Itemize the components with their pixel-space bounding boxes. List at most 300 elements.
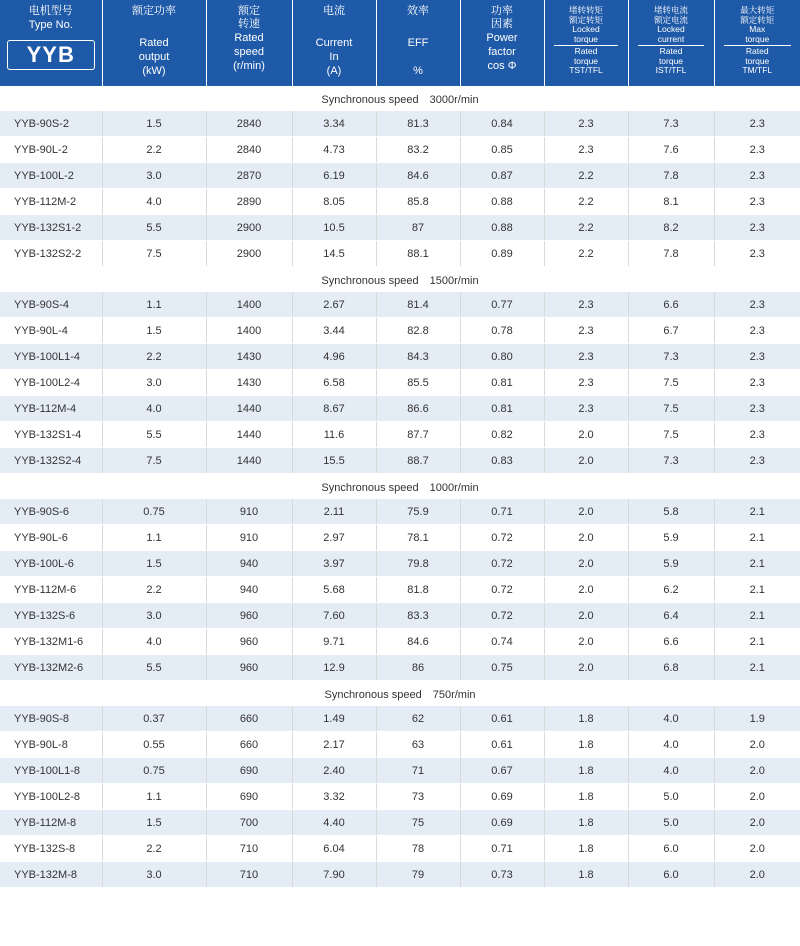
model-cell: YYB-132M-8 <box>0 862 102 888</box>
value-cell: 0.72 <box>460 525 544 551</box>
value-cell: 7.5 <box>102 241 206 267</box>
value-cell: 2.1 <box>714 577 800 603</box>
header-lt-en3: Rated <box>574 46 598 56</box>
value-cell: 6.19 <box>292 163 376 189</box>
group-header-row <box>0 267 800 293</box>
synchronous-speed-label: Synchronous speed 750r/min <box>0 681 800 707</box>
value-cell: 1.9 <box>714 706 800 732</box>
value-cell: 71 <box>376 758 460 784</box>
model-cell: YYB-132M2-6 <box>0 655 102 681</box>
value-cell: 2.1 <box>714 499 800 525</box>
value-cell: 0.55 <box>102 732 206 758</box>
value-cell: 2.3 <box>714 370 800 396</box>
header-mt-en4: torque <box>745 55 770 66</box>
header-current-en2: In <box>329 51 339 63</box>
value-cell: 6.04 <box>292 836 376 862</box>
header-pf-en2: factor <box>488 46 516 58</box>
header-lc-zh2: 额定电流 <box>653 15 688 25</box>
value-cell: 2.1 <box>714 655 800 681</box>
table-row <box>0 448 800 474</box>
value-cell: 87.7 <box>376 422 460 448</box>
value-cell: 2.3 <box>544 370 628 396</box>
value-cell: 7.90 <box>292 862 376 888</box>
value-cell: 0.80 <box>460 344 544 370</box>
value-cell: 2.2 <box>544 241 628 267</box>
model-cell: YYB-132S1-4 <box>0 422 102 448</box>
value-cell: 79 <box>376 862 460 888</box>
value-cell: 0.71 <box>460 836 544 862</box>
value-cell: 7.60 <box>292 603 376 629</box>
value-cell: 690 <box>206 784 292 810</box>
value-cell: 7.5 <box>628 396 714 422</box>
value-cell: 8.2 <box>628 215 714 241</box>
header-power-en2: output <box>138 51 170 63</box>
table-row <box>0 758 800 784</box>
value-cell: 85.8 <box>376 189 460 215</box>
value-cell: 2.3 <box>714 448 800 474</box>
value-cell: 660 <box>206 706 292 732</box>
value-cell: 2.3 <box>544 137 628 163</box>
value-cell: 0.83 <box>460 448 544 474</box>
value-cell: 2.3 <box>544 292 628 318</box>
value-cell: 2.0 <box>714 862 800 888</box>
table-row <box>0 732 800 758</box>
value-cell: 1.1 <box>102 525 206 551</box>
table-header <box>0 0 800 86</box>
model-cell: YYB-132M1-6 <box>0 629 102 655</box>
value-cell: 75.9 <box>376 499 460 525</box>
value-cell: 2.97 <box>292 525 376 551</box>
value-cell: 2.3 <box>714 318 800 344</box>
table-row <box>0 551 800 577</box>
value-cell: 0.61 <box>460 706 544 732</box>
header-power-en3: (kW) <box>142 65 166 77</box>
header-speed-en3: (r/min) <box>233 60 265 72</box>
value-cell: 4.0 <box>628 706 714 732</box>
header-mt-en1: Max <box>749 24 766 34</box>
model-cell: YYB-132S2-4 <box>0 448 102 474</box>
value-cell: 1.8 <box>544 836 628 862</box>
value-cell: 81.3 <box>376 111 460 137</box>
group-header-row <box>0 474 800 500</box>
model-cell: YYB-100L2-4 <box>0 370 102 396</box>
value-cell: 960 <box>206 655 292 681</box>
value-cell: 5.8 <box>628 499 714 525</box>
value-cell: 2840 <box>206 137 292 163</box>
value-cell: 2.1 <box>714 525 800 551</box>
value-cell: 81.4 <box>376 292 460 318</box>
value-cell: 7.8 <box>628 241 714 267</box>
header-speed-zh2: 转速 <box>238 18 260 30</box>
value-cell: 1.1 <box>102 784 206 810</box>
value-cell: 0.61 <box>460 732 544 758</box>
value-cell: 1430 <box>206 344 292 370</box>
value-cell: 1400 <box>206 318 292 344</box>
value-cell: 12.9 <box>292 655 376 681</box>
group-header-row <box>0 86 800 111</box>
header-locked-torque <box>544 0 628 86</box>
value-cell: 2.3 <box>714 292 800 318</box>
header-lc-en4: torque <box>658 55 684 66</box>
value-cell: 940 <box>206 577 292 603</box>
header-current-en3: (A) <box>326 65 342 77</box>
header-locked-current <box>628 0 714 86</box>
value-cell: 2.3 <box>714 137 800 163</box>
value-cell: 8.67 <box>292 396 376 422</box>
model-badge: YYB <box>7 40 95 70</box>
value-cell: 690 <box>206 758 292 784</box>
value-cell: 1.8 <box>544 758 628 784</box>
value-cell: 73 <box>376 784 460 810</box>
model-cell: YYB-90S-4 <box>0 292 102 318</box>
header-pf-en3: cos Φ <box>487 60 517 72</box>
value-cell: 5.0 <box>628 784 714 810</box>
value-cell: 11.6 <box>292 422 376 448</box>
table-row <box>0 137 800 163</box>
model-cell: YYB-100L1-4 <box>0 344 102 370</box>
value-cell: 2.0 <box>544 448 628 474</box>
value-cell: 1.8 <box>544 810 628 836</box>
value-cell: 7.3 <box>628 344 714 370</box>
value-cell: 2.3 <box>714 422 800 448</box>
synchronous-speed-label: Synchronous speed 1500r/min <box>0 267 800 293</box>
value-cell: 6.0 <box>628 862 714 888</box>
value-cell: 2.3 <box>544 344 628 370</box>
value-cell: 3.97 <box>292 551 376 577</box>
model-cell: YYB-132S2-2 <box>0 241 102 267</box>
value-cell: 2890 <box>206 189 292 215</box>
value-cell: 2.2 <box>102 344 206 370</box>
value-cell: 2.3 <box>714 215 800 241</box>
header-lt-zh2: 额定转矩 <box>568 15 603 25</box>
value-cell: 62 <box>376 706 460 732</box>
value-cell: 2.1 <box>714 629 800 655</box>
header-max-torque <box>714 0 800 86</box>
value-cell: 2.11 <box>292 499 376 525</box>
value-cell: 2.40 <box>292 758 376 784</box>
value-cell: 1.8 <box>544 732 628 758</box>
value-cell: 1.5 <box>102 810 206 836</box>
value-cell: 1.8 <box>544 862 628 888</box>
value-cell: 4.0 <box>628 758 714 784</box>
value-cell: 2.0 <box>714 810 800 836</box>
value-cell: 6.58 <box>292 370 376 396</box>
value-cell: 3.32 <box>292 784 376 810</box>
header-mt-en5: TM/TFL <box>742 65 773 75</box>
value-cell: 7.5 <box>628 370 714 396</box>
value-cell: 6.2 <box>628 577 714 603</box>
table-row <box>0 629 800 655</box>
value-cell: 1440 <box>206 448 292 474</box>
value-cell: 0.84 <box>460 111 544 137</box>
table-row <box>0 655 800 681</box>
header-lc-en2: current <box>657 33 685 44</box>
table-row <box>0 189 800 215</box>
value-cell: 5.9 <box>628 525 714 551</box>
value-cell: 7.6 <box>628 137 714 163</box>
header-eff-zh: 效率 <box>407 5 429 17</box>
value-cell: 4.40 <box>292 810 376 836</box>
model-cell: YYB-112M-4 <box>0 396 102 422</box>
synchronous-speed-label: Synchronous speed 3000r/min <box>0 86 800 111</box>
value-cell: 2.0 <box>544 629 628 655</box>
table-row <box>0 577 800 603</box>
value-cell: 2.0 <box>544 551 628 577</box>
header-mt-en2: torque <box>745 33 770 44</box>
value-cell: 0.78 <box>460 318 544 344</box>
synchronous-speed-label: Synchronous speed 1000r/min <box>0 474 800 500</box>
table-row <box>0 215 800 241</box>
value-cell: 0.75 <box>102 758 206 784</box>
header-type-zh: 电机型号 <box>28 5 73 17</box>
model-cell: YYB-132S-8 <box>0 836 102 862</box>
value-cell: 700 <box>206 810 292 836</box>
value-cell: 2.2 <box>102 836 206 862</box>
value-cell: 8.1 <box>628 189 714 215</box>
value-cell: 2.0 <box>544 603 628 629</box>
model-cell: YYB-90L-4 <box>0 318 102 344</box>
value-cell: 86 <box>376 655 460 681</box>
table-row <box>0 862 800 888</box>
value-cell: 940 <box>206 551 292 577</box>
value-cell: 2.2 <box>102 137 206 163</box>
value-cell: 5.5 <box>102 215 206 241</box>
table-row <box>0 706 800 732</box>
header-lt-en5: TST/TFL <box>569 65 603 75</box>
header-power-zh: 额定功率 <box>132 5 176 17</box>
value-cell: 2.0 <box>544 499 628 525</box>
value-cell: 4.73 <box>292 137 376 163</box>
value-cell: 81.8 <box>376 577 460 603</box>
header-lt-zh1: 堵转转矩 <box>568 5 603 15</box>
model-cell: YYB-112M-6 <box>0 577 102 603</box>
value-cell: 2.3 <box>714 111 800 137</box>
header-lc-en3: Rated <box>659 46 683 56</box>
header-current-zh: 电流 <box>323 5 345 17</box>
value-cell: 6.7 <box>628 318 714 344</box>
value-cell: 0.85 <box>460 137 544 163</box>
table-row <box>0 111 800 137</box>
header-eff-en1: EFF <box>407 37 429 49</box>
value-cell: 14.5 <box>292 241 376 267</box>
value-cell: 5.0 <box>628 810 714 836</box>
header-power <box>102 0 206 86</box>
value-cell: 6.8 <box>628 655 714 681</box>
value-cell: 0.69 <box>460 810 544 836</box>
value-cell: 1430 <box>206 370 292 396</box>
value-cell: 2.1 <box>714 551 800 577</box>
value-cell: 3.44 <box>292 318 376 344</box>
value-cell: 0.81 <box>460 396 544 422</box>
value-cell: 0.71 <box>460 499 544 525</box>
value-cell: 6.6 <box>628 292 714 318</box>
value-cell: 1400 <box>206 292 292 318</box>
value-cell: 1.8 <box>544 706 628 732</box>
value-cell: 0.72 <box>460 551 544 577</box>
table-row <box>0 499 800 525</box>
value-cell: 0.77 <box>460 292 544 318</box>
value-cell: 86.6 <box>376 396 460 422</box>
value-cell: 0.89 <box>460 241 544 267</box>
table-body <box>0 86 800 888</box>
header-speed <box>206 0 292 86</box>
header-lt-en2: torque <box>573 33 599 44</box>
value-cell: 1.5 <box>102 551 206 577</box>
value-cell: 83.2 <box>376 137 460 163</box>
header-type <box>0 0 102 86</box>
value-cell: 0.81 <box>460 370 544 396</box>
value-cell: 15.5 <box>292 448 376 474</box>
value-cell: 2.2 <box>102 577 206 603</box>
header-type-en: Type No. <box>28 19 73 31</box>
table-row <box>0 810 800 836</box>
value-cell: 710 <box>206 836 292 862</box>
value-cell: 88.1 <box>376 241 460 267</box>
header-eff <box>376 0 460 86</box>
group-header-row <box>0 681 800 707</box>
value-cell: 960 <box>206 603 292 629</box>
value-cell: 2.3 <box>544 318 628 344</box>
value-cell: 2870 <box>206 163 292 189</box>
value-cell: 1.49 <box>292 706 376 732</box>
value-cell: 2.3 <box>714 163 800 189</box>
value-cell: 2900 <box>206 241 292 267</box>
value-cell: 1.1 <box>102 292 206 318</box>
value-cell: 0.75 <box>102 499 206 525</box>
value-cell: 660 <box>206 732 292 758</box>
value-cell: 2.0 <box>544 525 628 551</box>
value-cell: 910 <box>206 525 292 551</box>
value-cell: 9.71 <box>292 629 376 655</box>
value-cell: 7.5 <box>102 448 206 474</box>
value-cell: 4.0 <box>102 629 206 655</box>
value-cell: 2.0 <box>544 577 628 603</box>
table-row <box>0 422 800 448</box>
model-cell: YYB-112M-2 <box>0 189 102 215</box>
table-row <box>0 836 800 862</box>
value-cell: 5.5 <box>102 655 206 681</box>
value-cell: 7.3 <box>628 111 714 137</box>
table-row <box>0 318 800 344</box>
header-lc-en1: Locked <box>657 24 685 34</box>
header-current <box>292 0 376 86</box>
model-cell: YYB-100L2-8 <box>0 784 102 810</box>
table-row <box>0 163 800 189</box>
table-row <box>0 241 800 267</box>
value-cell: 84.6 <box>376 163 460 189</box>
value-cell: 3.0 <box>102 370 206 396</box>
value-cell: 78.1 <box>376 525 460 551</box>
value-cell: 2.0 <box>714 784 800 810</box>
value-cell: 88.7 <box>376 448 460 474</box>
model-cell: YYB-132S-6 <box>0 603 102 629</box>
header-speed-en2: speed <box>234 46 264 58</box>
header-pf-en1: Power <box>486 32 518 44</box>
value-cell: 2.17 <box>292 732 376 758</box>
value-cell: 1440 <box>206 422 292 448</box>
model-cell: YYB-90L-6 <box>0 525 102 551</box>
value-cell: 2.0 <box>714 836 800 862</box>
model-cell: YYB-132S1-2 <box>0 215 102 241</box>
header-pf-zh2: 因素 <box>491 18 513 30</box>
value-cell: 2.3 <box>714 344 800 370</box>
value-cell: 0.88 <box>460 215 544 241</box>
value-cell: 0.73 <box>460 862 544 888</box>
value-cell: 78 <box>376 836 460 862</box>
value-cell: 87 <box>376 215 460 241</box>
value-cell: 85.5 <box>376 370 460 396</box>
header-speed-en1: Rated <box>234 32 264 44</box>
table-row <box>0 603 800 629</box>
value-cell: 2.2 <box>544 189 628 215</box>
value-cell: 3.0 <box>102 862 206 888</box>
value-cell: 6.6 <box>628 629 714 655</box>
value-cell: 1440 <box>206 396 292 422</box>
table-row <box>0 344 800 370</box>
value-cell: 0.87 <box>460 163 544 189</box>
value-cell: 1.5 <box>102 318 206 344</box>
value-cell: 84.6 <box>376 629 460 655</box>
value-cell: 10.5 <box>292 215 376 241</box>
table-row <box>0 370 800 396</box>
value-cell: 7.8 <box>628 163 714 189</box>
value-cell: 0.67 <box>460 758 544 784</box>
value-cell: 2.67 <box>292 292 376 318</box>
value-cell: 1.8 <box>544 784 628 810</box>
value-cell: 4.0 <box>628 732 714 758</box>
table-row <box>0 292 800 318</box>
model-cell: YYB-90L-2 <box>0 137 102 163</box>
value-cell: 4.96 <box>292 344 376 370</box>
value-cell: 3.0 <box>102 603 206 629</box>
value-cell: 6.4 <box>628 603 714 629</box>
header-lc-en5: IST/TFL <box>655 65 687 75</box>
value-cell: 7.5 <box>628 422 714 448</box>
value-cell: 2.0 <box>544 422 628 448</box>
value-cell: 0.72 <box>460 603 544 629</box>
value-cell: 82.8 <box>376 318 460 344</box>
header-power-factor <box>460 0 544 86</box>
value-cell: 2.3 <box>714 241 800 267</box>
value-cell: 1.5 <box>102 111 206 137</box>
header-lt-en4: torque <box>573 55 599 66</box>
value-cell: 84.3 <box>376 344 460 370</box>
table-row <box>0 525 800 551</box>
header-mt-zh2: 额定转矩 <box>740 15 775 25</box>
value-cell: 6.0 <box>628 836 714 862</box>
value-cell: 7.3 <box>628 448 714 474</box>
model-cell: YYB-90S-6 <box>0 499 102 525</box>
value-cell: 2.2 <box>544 163 628 189</box>
model-cell: YYB-90L-8 <box>0 732 102 758</box>
value-cell: 2.3 <box>714 189 800 215</box>
value-cell: 0.88 <box>460 189 544 215</box>
header-power-en1: Rated <box>139 37 169 49</box>
value-cell: 3.34 <box>292 111 376 137</box>
value-cell: 2.3 <box>544 396 628 422</box>
header-pf-zh1: 功率 <box>491 5 513 17</box>
value-cell: 63 <box>376 732 460 758</box>
value-cell: 2.1 <box>714 603 800 629</box>
model-cell: YYB-100L-2 <box>0 163 102 189</box>
header-mt-en3: Rated <box>745 46 769 56</box>
value-cell: 2.0 <box>714 758 800 784</box>
header-lc-zh1: 堵转电流 <box>653 5 688 15</box>
value-cell: 83.3 <box>376 603 460 629</box>
header-speed-zh1: 额定 <box>238 5 260 17</box>
value-cell: 2.0 <box>714 732 800 758</box>
value-cell: 0.69 <box>460 784 544 810</box>
